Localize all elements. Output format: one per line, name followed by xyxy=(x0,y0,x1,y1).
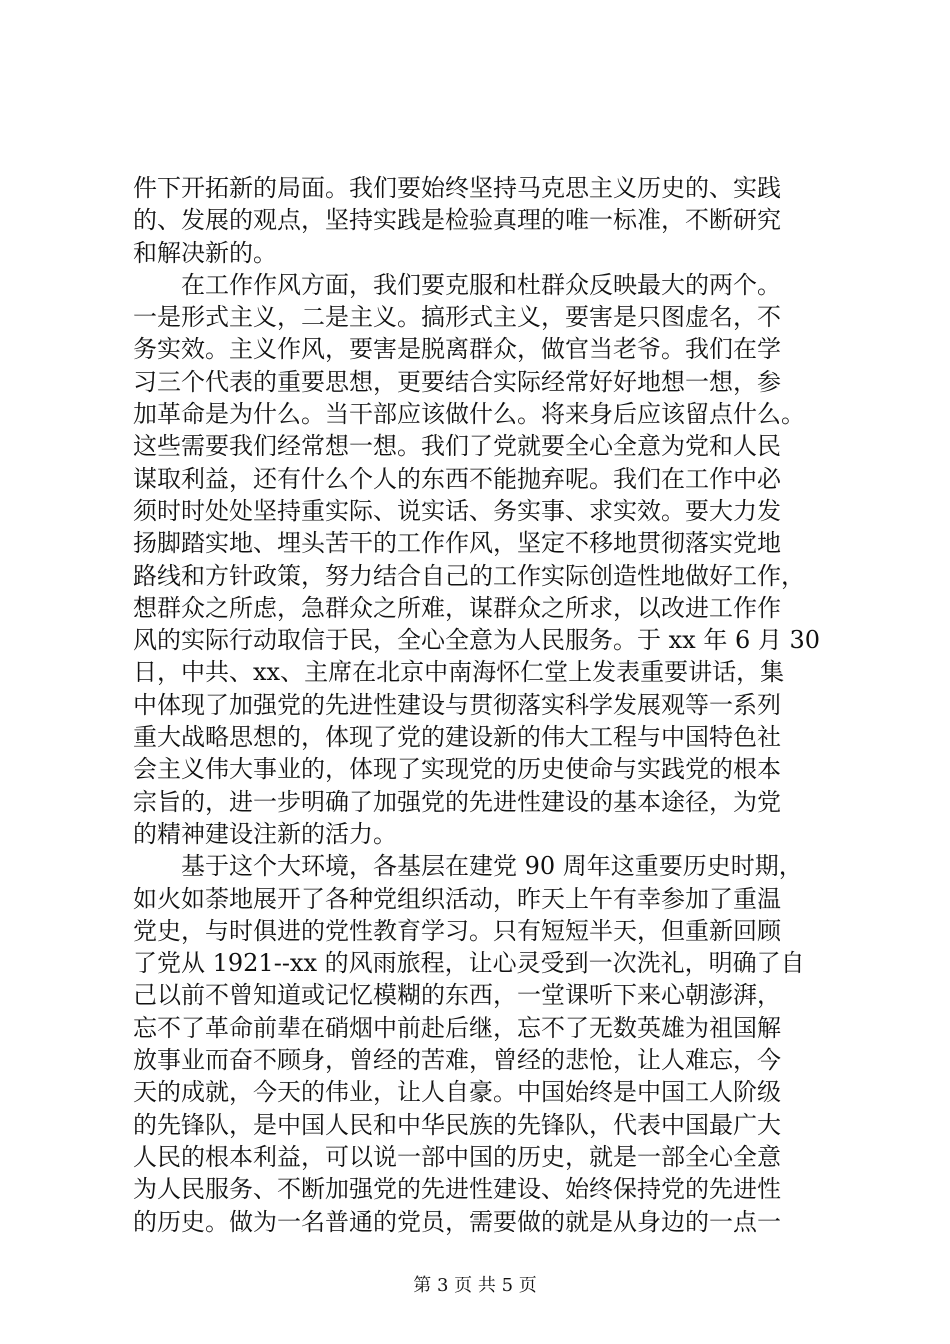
page-number-footer: 第 3 页 共 5 页 xyxy=(413,1275,537,1296)
text-line: 重大战略思想的，体现了党的建设新的伟大工程与中国特色社 xyxy=(133,723,781,752)
text-line: 人民的根本利益，可以说一部中国的历史，就是一部全心全意 xyxy=(133,1142,781,1171)
text-line: 了党从 1921--xx 的风雨旅程，让心灵受到一次洗礼，明确了自 xyxy=(133,949,805,978)
text-line: 一是形式主义，二是主义。搞形式主义，要害是只图虚名，不 xyxy=(133,303,781,332)
text-line: 的历史。做为一名普通的党员，需要做的就是从身边的一点一 xyxy=(133,1207,781,1236)
text-line: 的、发展的观点，坚持实践是检验真理的唯一标准，不断研究 xyxy=(133,206,781,235)
text-line: 的精神建设注新的活力。 xyxy=(133,819,397,848)
text-line: 的先锋队，是中国人民和中华民族的先锋队，代表中国最广大 xyxy=(133,1110,781,1139)
text-line: 为人民服务、不断加强党的先进性建设、始终保持党的先进性 xyxy=(133,1175,781,1204)
text-line: 件下开拓新的局面。我们要始终坚持马克思主义历史的、实践 xyxy=(133,174,781,202)
text-line: 忘不了革命前辈在硝烟中前赴后继，忘不了无数英雄为祖国解 xyxy=(133,1013,781,1042)
text-line: 基于这个大环境，各基层在建党 90 周年这重要历史时期， xyxy=(133,852,803,881)
text-line: 习三个代表的重要思想，更要结合实际经常好好地想一想，参 xyxy=(133,367,781,396)
text-line: 己以前不曾知道或记忆模糊的东西，一堂课听下来心朝澎湃， xyxy=(133,981,781,1010)
text-line: 放事业而奋不顾身，曾经的苦难，曾经的悲怆，让人难忘，今 xyxy=(133,1046,781,1075)
text-line: 谋取利益，还有什么个人的东西不能抛弃呢。我们在工作中必 xyxy=(133,464,781,493)
text-line: 和解决新的。 xyxy=(133,238,277,267)
text-line: 这些需要我们经常想一想。我们了党就要全心全意为党和人民 xyxy=(133,432,781,461)
text-line: 党史，与时俱进的党性教育学习。只有短短半天，但重新回顾 xyxy=(133,916,781,945)
text-line: 天的成就，今天的伟业，让人自豪。中国始终是中国工人阶级 xyxy=(133,1078,781,1107)
text-line: 风的实际行动取信于民，全心全意为人民服务。于 xx 年 6 月 30 xyxy=(133,626,821,655)
text-line: 须时时处处坚持重实际、说实话、务实事、求实效。要大力发 xyxy=(133,496,781,525)
text-line: 加革命是为什么。当干部应该做什么。将来身后应该留点什么。 xyxy=(133,400,805,429)
text-line: 扬脚踏实地、埋头苦干的工作作风，坚定不移地贯彻落实党地 xyxy=(133,529,781,558)
text-line: 宗旨的，进一步明确了加强党的先进性建设的基本途径，为党 xyxy=(133,787,781,816)
text-line: 会主义伟大事业的，体现了实现党的历史使命与实践党的根本 xyxy=(133,755,781,784)
text-line: 在工作作风方面，我们要克服和杜群众反映最大的两个。 xyxy=(133,270,781,299)
text-line: 想群众之所虑，急群众之所难，谋群众之所求，以改进工作作 xyxy=(133,593,781,622)
text-line: 路线和方针政策，努力结合自己的工作实际创造性地做好工作， xyxy=(133,561,805,590)
text-line: 如火如荼地展开了各种党组织活动，昨天上午有幸参加了重温 xyxy=(133,884,781,913)
text-line: 日，中共、xx、主席在北京中南海怀仁堂上发表重要讲话，集 xyxy=(133,658,785,687)
text-line: 中体现了加强党的先进性建设与贯彻落实科学发展观等一系列 xyxy=(133,690,781,719)
text-line: 务实效。主义作风，要害是脱离群众，做官当老爷。我们在学 xyxy=(133,335,781,364)
body-text xyxy=(133,172,823,1238)
